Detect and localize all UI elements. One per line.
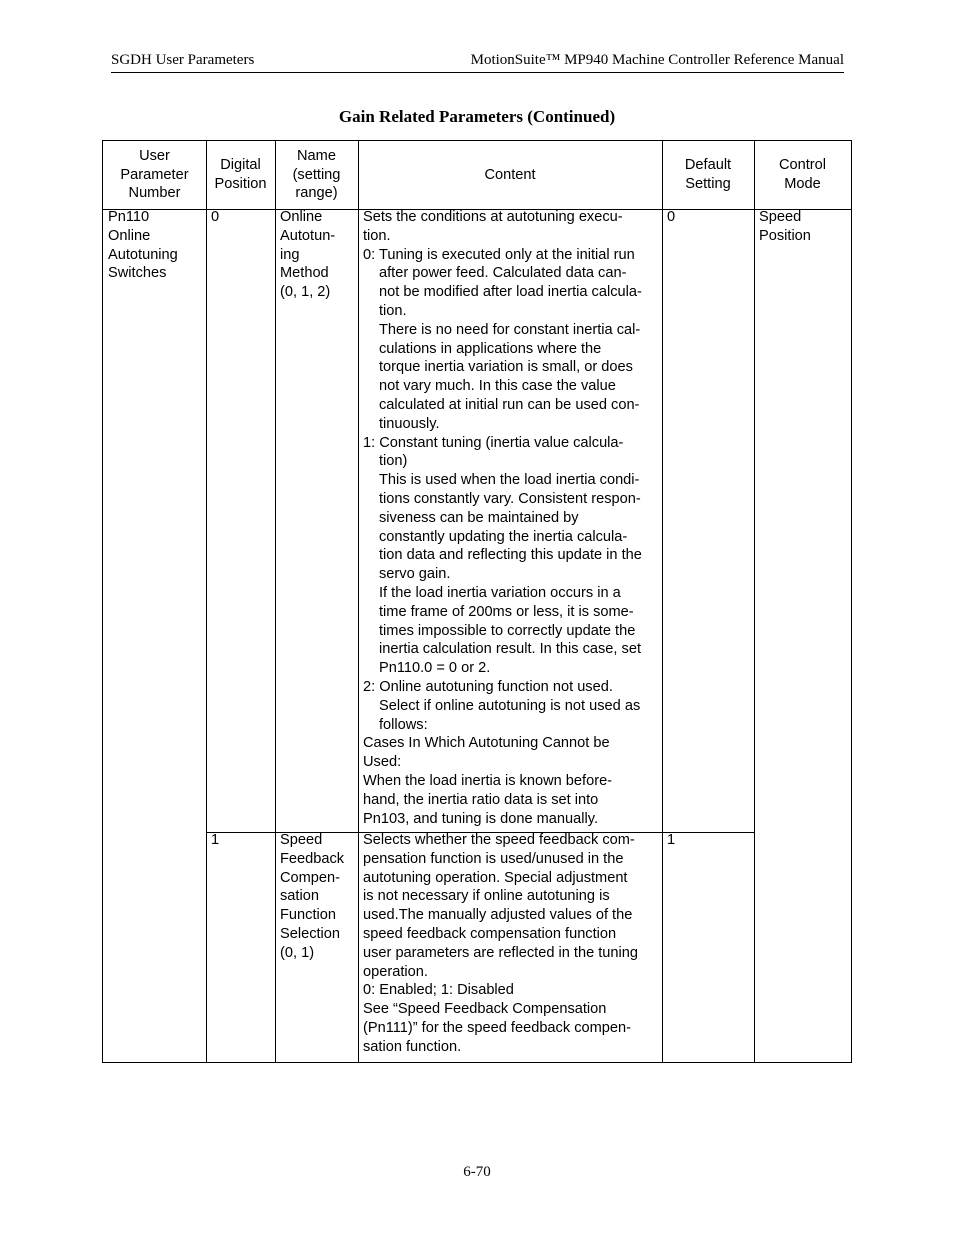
text-line: times impossible to correctly update the (379, 622, 636, 639)
text-line: after power feed. Calculated data can- (379, 265, 627, 282)
text-line: pensation function is used/unused in the (363, 850, 624, 867)
header-section-title: SGDH User Parameters (111, 52, 255, 68)
text-line: siveness can be maintained by (379, 509, 579, 526)
text-line: (setting (292, 166, 341, 183)
text-line: inertia calculation result. In this case, set (379, 641, 642, 658)
text-line: sation (280, 888, 319, 905)
text-line: Function (280, 907, 336, 924)
text-line: operation. (363, 963, 428, 980)
control-mode-cell (759, 208, 849, 246)
text-line: Parameter (120, 166, 189, 183)
text-line: culations in applications where the (379, 340, 602, 357)
text-line: time frame of 200ms or less, it is some- (379, 603, 634, 620)
text-line: Pn110.0 = 0 or 2. (379, 660, 491, 677)
text-line: Name (297, 147, 336, 164)
text-line: Number (128, 185, 181, 202)
content-cell (363, 208, 661, 828)
text-line: 0: Enabled; 1: Disabled (363, 982, 514, 999)
text-line: Cases In Which Autotuning Cannot be (363, 735, 610, 752)
default-setting-cell: 1 (667, 832, 676, 848)
text-line: servo gain. (379, 566, 451, 583)
text-line: Content (484, 166, 536, 183)
text-line: tinuously. (379, 415, 440, 432)
text-line: Mode (784, 176, 821, 192)
text-line: Online (108, 227, 151, 244)
text-line: Pn110 (108, 209, 150, 225)
text-line: tion) (379, 453, 408, 470)
text-line: There is no need for constant inertia cal- (379, 321, 641, 338)
text-line: used.The manually adjusted values of the (363, 907, 633, 924)
text-line: Used: (363, 754, 402, 771)
text-line: Digital (220, 157, 261, 174)
text-line: (0, 1) (280, 944, 315, 961)
text-line: ing (280, 246, 300, 263)
text-line: 0: Tuning is executed only at the initial run (363, 246, 635, 263)
text-line: Setting (685, 176, 731, 192)
text-line: Select if online autotuning is not used as (379, 697, 641, 714)
header-manual-title: MotionSuite™ MP940 Machine Controller Reference Manual (470, 52, 844, 68)
parameter-table (102, 140, 852, 1063)
text-line: not be modified after load inertia calcula- (379, 284, 642, 301)
name-cell (280, 208, 356, 302)
text-line: user parameters are reflected in the tuning (363, 944, 639, 961)
text-line: Sets the conditions at autotuning execu- (363, 209, 623, 225)
col-header-name (275, 141, 358, 209)
text-line: range) (295, 185, 338, 202)
table-title: Gain Related Parameters (Continued) (338, 107, 616, 126)
text-line: Default (684, 157, 732, 174)
text-line: Online (280, 209, 323, 225)
column-divider (662, 141, 663, 1062)
page-header (111, 52, 844, 73)
page-number: 6-70 (463, 1164, 491, 1180)
text-line: Pn103, and tuning is done manually. (363, 810, 599, 827)
default-setting-cell: 0 (667, 209, 676, 225)
col-header-default-setting (662, 141, 754, 209)
text-line: User (139, 147, 170, 164)
text-line: Selects whether the speed feedback com- (363, 832, 635, 848)
text-line: When the load inertia is known before- (363, 772, 613, 789)
text-line: not vary much. In this case the value (379, 378, 616, 395)
text-line: Feedback (280, 850, 345, 867)
text-line: Compen- (280, 869, 341, 886)
text-line: autotuning operation. Special adjustment (363, 869, 628, 886)
col-header-user-parameter-number (103, 141, 206, 209)
col-header-digital-position (206, 141, 275, 209)
col-header-content (358, 141, 662, 209)
text-line: tion data and reflecting this update in the (379, 547, 642, 564)
text-line: 1: Constant tuning (inertia value calcula- (363, 434, 624, 451)
content-cell (363, 831, 661, 1057)
text-line: Method (280, 265, 329, 282)
column-divider (206, 141, 207, 1062)
text-line: sation function. (363, 1038, 462, 1055)
text-line: tion. (363, 227, 391, 244)
text-line: Speed (759, 209, 802, 225)
text-line: Position (759, 227, 811, 244)
text-line: tion. (379, 302, 407, 319)
text-line: Switches (108, 265, 167, 282)
text-line: hand, the inertia ratio data is set into (363, 791, 599, 808)
text-line: Autotuning (108, 246, 178, 263)
name-cell (280, 831, 356, 963)
text-line: tions constantly vary. Consistent respon- (379, 490, 641, 507)
text-line: Speed (280, 832, 323, 848)
col-header-control-mode (754, 141, 851, 209)
text-line: follows: (379, 716, 428, 733)
column-divider (754, 141, 755, 1062)
digital-position-cell: 0 (211, 209, 220, 225)
text-line: is not necessary if online autotuning is (363, 888, 610, 905)
text-line: This is used when the load inertia condi- (379, 472, 640, 489)
text-line: calculated at initial run can be used con- (379, 396, 640, 413)
digital-position-cell: 1 (211, 832, 220, 848)
text-line: Control (778, 157, 827, 174)
text-line: Position (214, 176, 267, 192)
text-line: Autotun- (280, 227, 336, 244)
text-line: (Pn111)” for the speed feedback compen- (363, 1019, 631, 1036)
text-line: Selection (280, 925, 341, 942)
text-line: speed feedback compensation function (363, 925, 617, 942)
text-line: See “Speed Feedback Compensation (363, 1001, 607, 1018)
text-line: constantly updating the inertia calcula- (379, 528, 628, 545)
column-divider (275, 141, 276, 1062)
text-line: 2: Online autotuning function not used. (363, 678, 613, 695)
text-line: If the load inertia variation occurs in a (379, 584, 621, 601)
column-divider (358, 141, 359, 1062)
parameter-number-cell (108, 208, 204, 283)
text-line: (0, 1, 2) (280, 284, 331, 301)
text-line: torque inertia variation is small, or does (379, 359, 633, 376)
